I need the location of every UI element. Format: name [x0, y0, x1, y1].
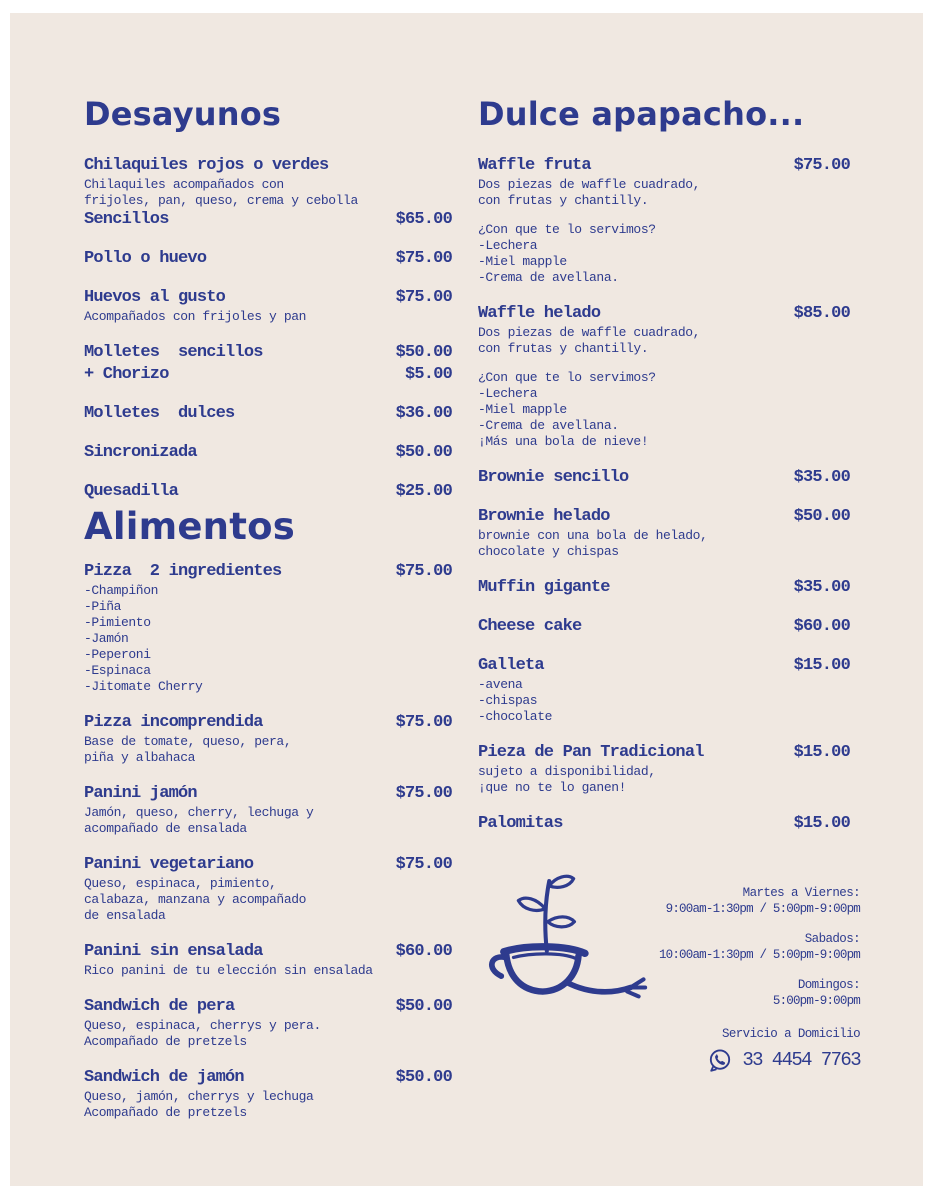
item-name: Sincronizada	[84, 443, 197, 462]
item-desc-line: sujeto a disponibilidad,	[478, 764, 656, 779]
item-desc-line: ¡que no te lo ganen!	[478, 780, 627, 795]
item-desc-line: frijoles, pan, queso, crema y cebolla	[84, 193, 358, 208]
column-right	[478, 97, 850, 835]
item-desc-line: -Pimiento	[84, 615, 151, 630]
item-name: Sandwich de pera	[84, 997, 235, 1016]
item-row	[478, 813, 850, 835]
item-name: Molletes sencillos	[84, 343, 263, 362]
item-row	[84, 481, 452, 503]
item-name: Pizza incomprendida	[84, 713, 263, 732]
item-name: Brownie helado	[478, 507, 610, 526]
menu-item	[478, 467, 850, 489]
item-option-line: ¿Con que te lo servimos?	[478, 222, 656, 237]
item-desc-line: calabaza, manzana y acompañado	[84, 892, 307, 907]
menu-paper	[10, 13, 923, 1186]
section-heading: Alimentos	[84, 505, 295, 548]
item-desc-line: -Champiñon	[84, 583, 159, 598]
item-price: $50.00	[395, 1068, 452, 1087]
menu-item	[84, 712, 452, 766]
menu-item	[84, 783, 452, 837]
item-price: $75.00	[395, 288, 452, 307]
item-name: Waffle fruta	[478, 156, 591, 175]
item-desc-line: brownie con una bola de helado,	[478, 528, 708, 543]
item-name: Brownie sencillo	[478, 468, 629, 487]
item-option-line: ¿Con que te lo servimos?	[478, 370, 656, 385]
item-desc-line: Queso, jamón, cherrys y lechuga	[84, 1089, 314, 1104]
item-price: $75.00	[793, 156, 850, 175]
item-desc-line: -Piña	[84, 599, 122, 614]
item-name: Pollo o huevo	[84, 249, 207, 268]
item-price: $75.00	[395, 713, 452, 732]
hours-day-label: Sabados:	[804, 932, 860, 946]
opening-hours	[659, 885, 860, 1023]
item-row	[84, 248, 452, 270]
hours-day-label: Domingos:	[797, 978, 860, 992]
item-desc-line: -chocolate	[478, 709, 553, 724]
item-name: Quesadilla	[84, 482, 179, 501]
item-name: Sandwich de jamón	[84, 1068, 244, 1087]
item-option-line: -Miel mapple	[478, 402, 567, 417]
item-desc-line: piña y albahaca	[84, 750, 196, 765]
item-row	[478, 616, 850, 638]
item-price: $50.00	[395, 343, 452, 362]
cup-plant-icon	[455, 863, 650, 1021]
item-name: Waffle helado	[478, 304, 601, 323]
addon-name: Sencillos	[84, 210, 169, 229]
item-name: Molletes dulces	[84, 404, 235, 423]
item-desc-line: Queso, espinaca, pimiento,	[84, 876, 277, 891]
menu-item	[84, 854, 452, 924]
item-desc-line: con frutas y chantilly.	[478, 193, 649, 208]
item-desc-line: Acompañados con frijoles y pan	[84, 309, 307, 324]
item-row	[84, 783, 452, 805]
item-option-line: -Lechera	[478, 386, 538, 401]
menu-item	[84, 561, 452, 695]
menu-item	[84, 287, 452, 325]
item-desc-line: Dos piezas de waffle cuadrado,	[478, 325, 701, 340]
item-name: Galleta	[478, 656, 544, 675]
menu-item	[478, 506, 850, 560]
item-option-line: -Lechera	[478, 238, 538, 253]
item-row	[84, 287, 452, 309]
addon-name: + Chorizo	[84, 365, 169, 384]
item-desc-line: -Jamón	[84, 631, 129, 646]
item-desc-line: -Peperoni	[84, 647, 151, 662]
item-name: Pizza 2 ingredientes	[84, 562, 282, 581]
item-addon-row	[84, 364, 452, 386]
item-row	[84, 996, 452, 1018]
phone-number: 33 4454 7763	[742, 1049, 860, 1071]
item-name: Muffin gigante	[478, 578, 610, 597]
hours-day-label: Martes a Viernes:	[742, 886, 860, 900]
menu-item	[478, 155, 850, 286]
item-row	[84, 854, 452, 876]
menu-item	[478, 742, 850, 796]
delivery-service	[707, 1026, 860, 1073]
menu-item	[478, 813, 850, 835]
item-price: $25.00	[395, 482, 452, 501]
item-row	[478, 155, 850, 177]
item-option-line: ¡Más una bola de nieve!	[478, 434, 649, 449]
item-desc-line: -Jitomate Cherry	[84, 679, 203, 694]
item-option-line: -Crema de avellana.	[478, 270, 619, 285]
section-heading: Desayunos	[84, 95, 282, 133]
item-desc-line: Acompañado de pretzels	[84, 1034, 247, 1049]
item-desc-line: Jamón, queso, cherry, lechuga y	[84, 805, 314, 820]
addon-price: $5.00	[404, 365, 452, 384]
item-price: $85.00	[793, 304, 850, 323]
item-price: $75.00	[395, 784, 452, 803]
item-name: Panini sin ensalada	[84, 942, 263, 961]
item-price: $60.00	[395, 942, 452, 961]
menu-item	[478, 303, 850, 450]
item-option-line: -Crema de avellana.	[478, 418, 619, 433]
item-desc-line: Chilaquiles acompañados con	[84, 177, 284, 192]
menu-item	[84, 155, 452, 231]
item-name: Chilaquiles rojos o verdes	[84, 156, 329, 175]
item-row	[478, 467, 850, 489]
item-name: Cheese cake	[478, 617, 582, 636]
item-name: Panini vegetariano	[84, 855, 254, 874]
item-option-line: -Miel mapple	[478, 254, 567, 269]
menu-item	[84, 941, 452, 979]
item-price: $35.00	[793, 578, 850, 597]
column-left	[84, 97, 452, 1121]
item-row	[478, 655, 850, 677]
hours-entry	[659, 885, 860, 917]
item-price: $50.00	[793, 507, 850, 526]
item-desc-line: -Espinaca	[84, 663, 151, 678]
hours-time: 9:00am-1:30pm / 5:00pm-9:00pm	[665, 902, 860, 916]
item-row	[84, 342, 452, 364]
item-desc-line: chocolate y chispas	[478, 544, 619, 559]
menu-item	[84, 248, 452, 270]
item-addon-row	[84, 209, 452, 231]
item-desc-line: Base de tomate, queso, pera,	[84, 734, 292, 749]
spacer	[478, 209, 850, 222]
item-desc-line: Queso, espinaca, cherrys y pera.	[84, 1018, 321, 1033]
menu-item	[84, 996, 452, 1050]
service-label: Servicio a Domicilio	[721, 1027, 860, 1041]
item-desc-line: Acompañado de pretzels	[84, 1105, 247, 1120]
item-row	[478, 577, 850, 599]
item-price: $75.00	[395, 249, 452, 268]
item-row	[84, 712, 452, 734]
item-price: $50.00	[395, 997, 452, 1016]
item-price: $36.00	[395, 404, 452, 423]
menu-item	[84, 1067, 452, 1121]
item-price: $35.00	[793, 468, 850, 487]
menu-item	[84, 481, 452, 503]
cup-plant-illustration	[455, 863, 650, 1021]
item-row	[478, 742, 850, 764]
item-price: $50.00	[395, 443, 452, 462]
item-row	[478, 303, 850, 325]
item-row	[478, 506, 850, 528]
item-name: Pieza de Pan Tradicional	[478, 743, 704, 762]
item-price: $75.00	[395, 855, 452, 874]
hours-entry	[659, 977, 860, 1009]
item-name: Panini jamón	[84, 784, 197, 803]
item-row	[84, 1067, 452, 1089]
item-row	[84, 442, 452, 464]
phone-row	[707, 1047, 860, 1073]
menu-item	[478, 577, 850, 599]
item-desc-line: Dos piezas de waffle cuadrado,	[478, 177, 701, 192]
item-desc-line: con frutas y chantilly.	[478, 341, 649, 356]
item-desc-line: de ensalada	[84, 908, 166, 923]
section-heading: Dulce apapacho...	[478, 95, 805, 133]
addon-price: $65.00	[395, 210, 452, 229]
item-desc-line: -avena	[478, 677, 523, 692]
item-price: $60.00	[793, 617, 850, 636]
item-price: $15.00	[793, 656, 850, 675]
item-price: $15.00	[793, 814, 850, 833]
item-name: Huevos al gusto	[84, 288, 226, 307]
item-price: $15.00	[793, 743, 850, 762]
whatsapp-icon	[707, 1047, 733, 1073]
item-name: Palomitas	[478, 814, 563, 833]
hours-entry	[659, 931, 860, 963]
hours-time: 10:00am-1:30pm / 5:00pm-9:00pm	[658, 948, 860, 962]
spacer	[478, 357, 850, 370]
menu-item	[84, 442, 452, 464]
item-row	[84, 561, 452, 583]
hours-time: 5:00pm-9:00pm	[772, 994, 860, 1008]
menu-item	[478, 616, 850, 638]
menu-item	[84, 342, 452, 386]
item-row	[84, 155, 452, 177]
item-row	[84, 403, 452, 425]
menu-item	[84, 403, 452, 425]
item-desc-line: Rico panini de tu elección sin ensalada	[84, 963, 373, 978]
item-desc-line: -chispas	[478, 693, 538, 708]
item-desc-line: acompañado de ensalada	[84, 821, 247, 836]
menu-item	[478, 655, 850, 725]
item-price: $75.00	[395, 562, 452, 581]
item-row	[84, 941, 452, 963]
